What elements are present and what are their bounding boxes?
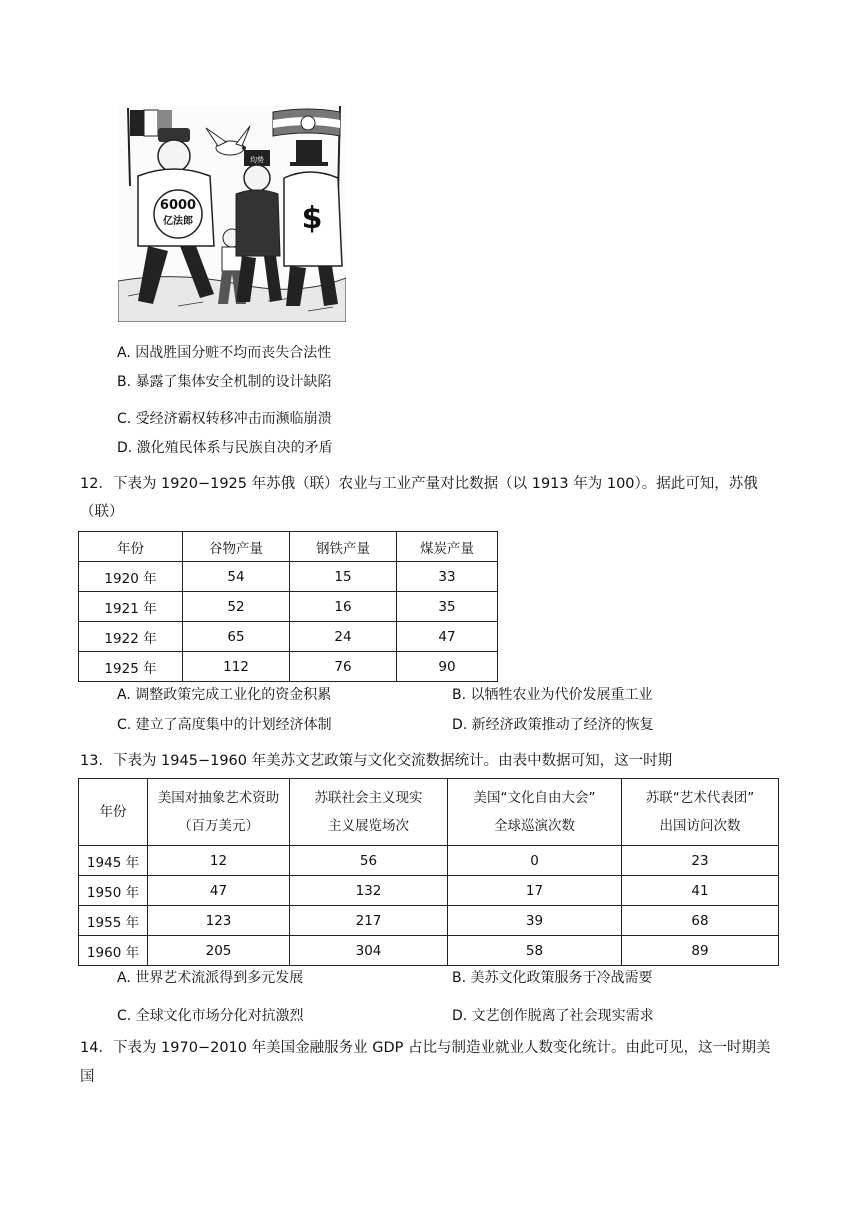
table-cell: 41	[622, 876, 779, 906]
table-cell: 12	[148, 846, 290, 876]
table-cell: 112	[183, 652, 290, 682]
table-cell: 1922 年	[79, 622, 183, 652]
table-cell: 47	[397, 622, 498, 652]
q12-option-d[interactable]: D. 新经济政策推动了经济的恢复	[452, 717, 654, 733]
table-cell: 1920 年	[79, 562, 183, 592]
q12-stem-line2: （联）	[80, 504, 124, 520]
table-cell: 58	[448, 936, 622, 966]
table-cell: 52	[183, 592, 290, 622]
table-row	[79, 592, 498, 622]
sign-number: 6000	[159, 198, 197, 213]
q12-stem-line1: 12．下表为 1920−1925 年苏俄（联）农业与工业产量对比数据（以 1913 年为 100）。据此可知，苏俄	[80, 476, 758, 492]
q12-option-b[interactable]: B. 以牺牲农业为代价发展重工业	[452, 687, 653, 703]
table-header-row	[79, 779, 779, 846]
q14-stem-line2: 国	[80, 1069, 95, 1085]
table-row	[79, 652, 498, 682]
table-cell: 68	[622, 906, 779, 936]
table-row	[79, 876, 779, 906]
table-header-cell: 煤炭产量	[397, 532, 498, 562]
table-cell: 1950 年	[79, 876, 148, 906]
table-cell: 1960 年	[79, 936, 148, 966]
table-cell: 23	[622, 846, 779, 876]
sign-unit: 亿法郎	[163, 216, 193, 227]
table-header-cell: 钢铁产量	[290, 532, 397, 562]
table-header-cell: 美国“文化自由大会” 全球巡演次数	[448, 779, 622, 846]
q11-option-a[interactable]: A. 因战胜国分赃不均而丧失合法性	[117, 345, 332, 361]
q11-option-d[interactable]: D. 激化殖民体系与民族自决的矛盾	[117, 440, 333, 456]
table-cell: 56	[290, 846, 448, 876]
table-cell: 1925 年	[79, 652, 183, 682]
table-header-cell: 美国对抽象艺术资助 （百万美元）	[148, 779, 290, 846]
table-row	[79, 562, 498, 592]
table-header-cell: 苏联社会主义现实 主义展览场次	[290, 779, 448, 846]
table-cell: 1945 年	[79, 846, 148, 876]
table-row	[79, 906, 779, 936]
q13-option-a[interactable]: A. 世界艺术流派得到多元发展	[117, 970, 304, 986]
table-cell: 35	[397, 592, 498, 622]
table-cell: 17	[448, 876, 622, 906]
table-cell: 217	[290, 906, 448, 936]
q14-stem-line1: 14．下表为 1970−2010 年美国金融服务业 GDP 占比与制造业就业人数变化统计。由此可见，这一时期美	[80, 1040, 771, 1056]
table-header-cell: 苏联“艺术代表团” 出国访问次数	[622, 779, 779, 846]
table-cell: 304	[290, 936, 448, 966]
table-cell: 76	[290, 652, 397, 682]
table-header-row	[79, 532, 498, 562]
table-cell: 16	[290, 592, 397, 622]
table-row	[79, 622, 498, 652]
table-cell: 0	[448, 846, 622, 876]
table-cell: 33	[397, 562, 498, 592]
political-cartoon	[118, 106, 346, 322]
q12-table	[78, 531, 498, 682]
table-cell: 65	[183, 622, 290, 652]
table-cell: 1955 年	[79, 906, 148, 936]
q11-option-c[interactable]: C. 受经济霸权转移冲击而濒临崩溃	[117, 411, 332, 427]
table-header-cell: 谷物产量	[183, 532, 290, 562]
q12-option-c[interactable]: C. 建立了高度集中的计划经济体制	[117, 717, 332, 733]
q13-stem: 13．下表为 1945−1960 年美苏文艺政策与文化交流数据统计。由表中数据可知，这一时期	[80, 753, 673, 769]
table-cell: 24	[290, 622, 397, 652]
table-cell: 90	[397, 652, 498, 682]
q13-option-c[interactable]: C. 全球文化市场分化对抗激烈	[117, 1008, 304, 1024]
table-cell: 89	[622, 936, 779, 966]
table-cell: 15	[290, 562, 397, 592]
q13-option-b[interactable]: B. 美苏文化政策服务于冷战需要	[452, 970, 653, 986]
table-row	[79, 936, 779, 966]
dollar-icon: $	[301, 201, 323, 236]
table-header-cell: 年份	[79, 779, 148, 846]
q13-table	[78, 778, 779, 966]
table-cell: 132	[290, 876, 448, 906]
hat-label: 均势	[250, 156, 264, 164]
table-header-cell: 年份	[79, 532, 183, 562]
table-cell: 54	[183, 562, 290, 592]
table-cell: 205	[148, 936, 290, 966]
q13-option-d[interactable]: D. 文艺创作脱离了社会现实需求	[452, 1008, 654, 1024]
table-row	[79, 846, 779, 876]
table-cell: 39	[448, 906, 622, 936]
table-cell: 47	[148, 876, 290, 906]
q11-option-b[interactable]: B. 暴露了集体安全机制的设计缺陷	[117, 374, 332, 390]
table-cell: 123	[148, 906, 290, 936]
q12-option-a[interactable]: A. 调整政策完成工业化的资金积累	[117, 687, 332, 703]
table-cell: 1921 年	[79, 592, 183, 622]
